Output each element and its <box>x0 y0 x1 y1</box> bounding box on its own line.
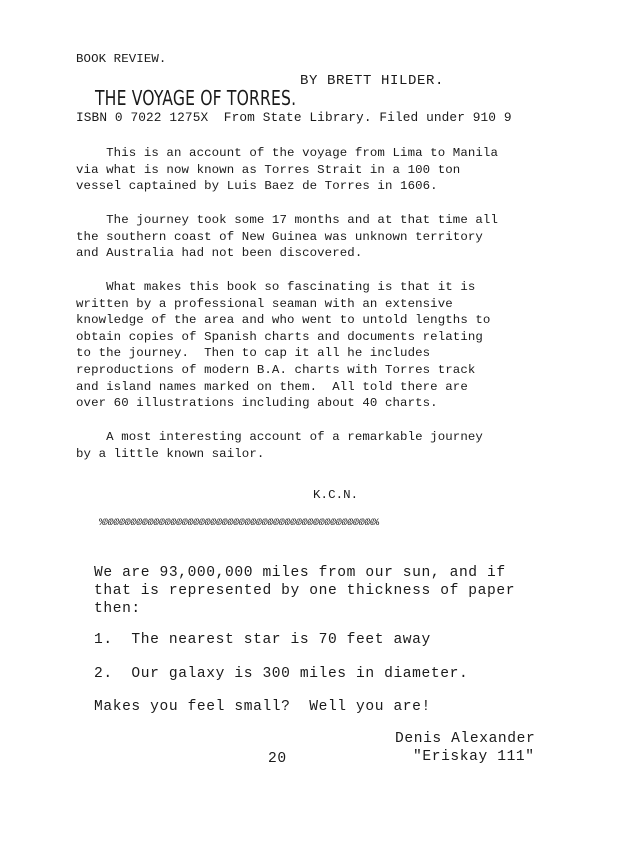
text-line: by a little known sailor. <box>76 446 265 461</box>
review-paragraph-3 <box>76 279 556 412</box>
fact-intro <box>94 564 564 618</box>
text-line: The journey took some 17 months and at that time all <box>76 213 498 227</box>
fact-closing: Makes you feel small? Well you are! <box>94 699 431 715</box>
fact-item-1: 1. The nearest star is 70 feet away <box>94 632 431 648</box>
text-line: This is an account of the voyage from Lima to Manila <box>76 146 498 160</box>
text-line: to the journey. Then to cap it all he includes <box>76 346 431 361</box>
review-initials: K.C.N. <box>313 488 359 502</box>
text-line: reproductions of modern B.A. charts with Torres track <box>76 362 476 377</box>
text-line: and island names marked on them. All told there are <box>76 379 468 394</box>
text-line: obtain copies of Spanish charts and documents relating <box>76 329 483 344</box>
page-number: 20 <box>268 751 287 767</box>
fact-item-2: 2. Our galaxy is 300 miles in diameter. <box>94 666 469 682</box>
book-title: THE VOYAGE OF TORRES. <box>95 86 297 110</box>
text-line: and Australia had not been discovered. <box>76 246 363 261</box>
text-line: via what is now known as Torres Strait in a 100 ton <box>76 162 461 177</box>
text-line: knowledge of the area and who went to untold lengths to <box>76 313 491 328</box>
text-line: We are 93,000,000 miles from our sun, and if <box>94 565 506 581</box>
author-boat: "Eriskay 111" <box>413 749 535 765</box>
review-paragraph-2 <box>76 212 556 262</box>
book-author: BY BRETT HILDER. <box>300 73 445 89</box>
text-line: What makes this book so fascinating is that it is <box>76 280 476 294</box>
isbn-line: ISBN 0 7022 1275X From State Library. Filed under 910 9 <box>76 110 512 125</box>
text-line: A most interesting account of a remarkable journey <box>76 430 483 444</box>
author-name: Denis Alexander <box>395 731 536 747</box>
review-paragraph-1 <box>76 145 556 195</box>
text-line: over 60 illustrations including about 40 charts. <box>76 396 438 411</box>
text-line: vessel captained by Luis Baez de Torres in 1606. <box>76 179 438 194</box>
percent-divider: %%%%%%%%%%%%%%%%%%%%%%%%%%%%%%%%%%%%%%%%%%%%%%%%% <box>99 517 379 529</box>
review-heading: BOOK REVIEW. <box>76 52 167 66</box>
text-line: the southern coast of New Guinea was unknown territory <box>76 229 483 244</box>
text-line: written by a professional seaman with an extensive <box>76 296 453 311</box>
text-line: then: <box>94 601 141 617</box>
review-paragraph-4 <box>76 429 556 462</box>
text-line: that is represented by one thickness of paper <box>94 583 516 599</box>
